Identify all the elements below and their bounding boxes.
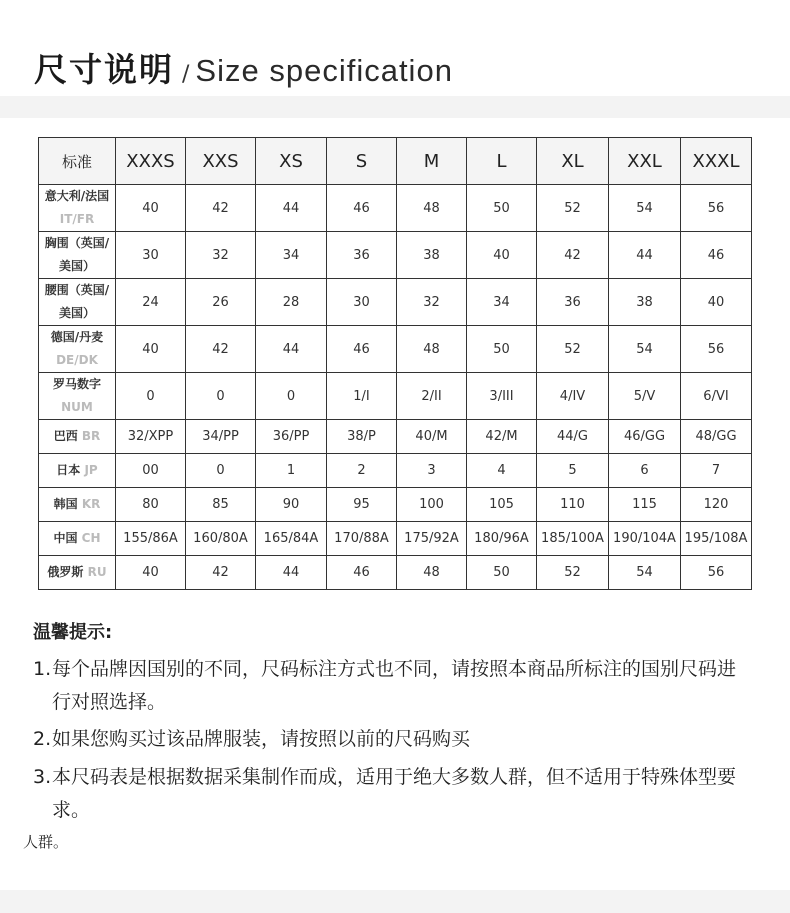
size-cell: 36: [327, 232, 397, 279]
table-row: [39, 279, 752, 326]
size-cell: 34/PP: [186, 420, 256, 454]
size-cell: 155/86A: [116, 522, 186, 556]
size-cell: 46/GG: [609, 420, 681, 454]
row-label-code: NUM: [61, 400, 93, 414]
size-cell: 3/III: [467, 373, 537, 420]
table-row: [39, 420, 752, 454]
row-label-code: RU: [87, 565, 107, 579]
row-label-code: JP: [84, 463, 98, 477]
row-label: [39, 454, 116, 488]
size-cell: 00: [116, 454, 186, 488]
header-size: M: [397, 138, 467, 185]
size-cell: 3: [397, 454, 467, 488]
table-row: [39, 232, 752, 279]
size-cell: 170/88A: [327, 522, 397, 556]
size-cell: 40: [467, 232, 537, 279]
size-cell: 40: [681, 279, 752, 326]
size-cell: 52: [537, 326, 609, 373]
size-cell: 42: [186, 326, 256, 373]
size-cell: 185/100A: [537, 522, 609, 556]
size-cell: 48: [397, 326, 467, 373]
size-cell: 32: [186, 232, 256, 279]
header-size: XXXS: [116, 138, 186, 185]
size-cell: 42: [186, 185, 256, 232]
tip-text: 如果您购买过该品牌服装，请按照以前的尺码购买: [52, 728, 471, 750]
size-cell: 56: [681, 556, 752, 590]
size-cell: 85: [186, 488, 256, 522]
size-cell: 42: [537, 232, 609, 279]
size-cell: 7: [681, 454, 752, 488]
header-size: L: [467, 138, 537, 185]
header-size: XXS: [186, 138, 256, 185]
size-chart-table: [38, 137, 752, 590]
size-cell: 52: [537, 185, 609, 232]
stray-text-fragment: 人群。: [23, 833, 69, 851]
size-cell: 95: [327, 488, 397, 522]
row-label: [39, 488, 116, 522]
header-size: XL: [537, 138, 609, 185]
row-label-code: BR: [81, 429, 101, 443]
size-cell: 46: [681, 232, 752, 279]
size-cell: 40: [116, 326, 186, 373]
size-cell: 36/PP: [256, 420, 327, 454]
size-cell: 36: [537, 279, 609, 326]
table-row: [39, 556, 752, 590]
size-cell: 180/96A: [467, 522, 537, 556]
row-label: [39, 373, 116, 420]
size-cell: 48: [397, 556, 467, 590]
size-cell: 56: [681, 185, 752, 232]
size-cell: 80: [116, 488, 186, 522]
tip-text: 每个品牌因国别的不同，尺码标注方式也不同，请按照本商品所标注的国别尺码进行对照选择。: [52, 658, 737, 713]
row-label: [39, 420, 116, 454]
size-cell: 44: [256, 326, 327, 373]
size-cell: 30: [327, 279, 397, 326]
size-cell: 2/II: [397, 373, 467, 420]
row-label-code: CH: [81, 531, 101, 545]
size-cell: 195/108A: [681, 522, 752, 556]
row-label: [39, 326, 116, 373]
row-label-text: 日本: [56, 463, 81, 477]
header-size: S: [327, 138, 397, 185]
size-cell: 38: [397, 232, 467, 279]
size-cell: 4: [467, 454, 537, 488]
tip-number: 3.: [33, 766, 52, 788]
title-english: Size specification: [195, 53, 453, 88]
row-label: [39, 556, 116, 590]
row-label: [39, 232, 116, 279]
header-standard: 标准: [39, 138, 116, 185]
size-cell: 115: [609, 488, 681, 522]
row-label: [39, 185, 116, 232]
tip-item: [33, 761, 753, 827]
bottom-divider-band: [0, 890, 790, 913]
size-cell: 44/G: [537, 420, 609, 454]
tip-number: 1.: [33, 658, 52, 680]
size-cell: 0: [256, 373, 327, 420]
size-cell: 30: [116, 232, 186, 279]
top-divider-band: [0, 96, 790, 118]
row-label-text: 俄罗斯: [47, 565, 84, 579]
size-cell: 1/I: [327, 373, 397, 420]
size-cell: 5: [537, 454, 609, 488]
row-label-text: 意大利/法国: [44, 189, 110, 203]
size-cell: 48: [397, 185, 467, 232]
table-row: [39, 373, 752, 420]
size-cell: 90: [256, 488, 327, 522]
size-cell: 160/80A: [186, 522, 256, 556]
size-cell: 28: [256, 279, 327, 326]
size-cell: 0: [186, 454, 256, 488]
table-row: [39, 185, 752, 232]
size-cell: 40/M: [397, 420, 467, 454]
size-cell: 46: [327, 326, 397, 373]
table-row: [39, 522, 752, 556]
size-cell: 34: [467, 279, 537, 326]
title-chinese: 尺寸说明: [34, 50, 174, 89]
size-cell: 40: [116, 185, 186, 232]
size-cell: 165/84A: [256, 522, 327, 556]
table-row: [39, 326, 752, 373]
header-size: XXL: [609, 138, 681, 185]
size-cell: 50: [467, 326, 537, 373]
size-cell: 50: [467, 556, 537, 590]
tip-text: 本尺码表是根据数据采集制作而成，适用于绝大多数人群，但不适用于特殊体型要求。: [52, 766, 737, 821]
size-cell: 48/GG: [681, 420, 752, 454]
size-cell: 5/V: [609, 373, 681, 420]
size-cell: 0: [116, 373, 186, 420]
table-row: [39, 488, 752, 522]
row-label-text: 腰围（英国/美国）: [44, 283, 110, 320]
table-row: [39, 454, 752, 488]
size-cell: 110: [537, 488, 609, 522]
size-cell: 54: [609, 185, 681, 232]
page-title: [34, 44, 453, 88]
size-cell: 46: [327, 185, 397, 232]
size-cell: 44: [609, 232, 681, 279]
row-label-text: 德国/丹麦: [50, 330, 104, 344]
size-cell: 120: [681, 488, 752, 522]
row-label-text: 巴西: [53, 429, 78, 443]
size-cell: 32/XPP: [116, 420, 186, 454]
size-cell: 1: [256, 454, 327, 488]
size-cell: 42: [186, 556, 256, 590]
size-cell: 38/P: [327, 420, 397, 454]
tip-item: [33, 653, 753, 719]
tip-item: [33, 723, 753, 756]
row-label: [39, 522, 116, 556]
size-cell: 105: [467, 488, 537, 522]
size-cell: 24: [116, 279, 186, 326]
size-cell: 54: [609, 556, 681, 590]
title-separator: /: [182, 62, 190, 87]
size-cell: 46: [327, 556, 397, 590]
size-cell: 34: [256, 232, 327, 279]
size-cell: 38: [609, 279, 681, 326]
row-label-code: DE/DK: [56, 353, 98, 367]
size-cell: 32: [397, 279, 467, 326]
size-cell: 6/VI: [681, 373, 752, 420]
header-size: XS: [256, 138, 327, 185]
row-label-text: 胸围（英国/美国）: [44, 236, 110, 273]
size-cell: 42/M: [467, 420, 537, 454]
size-header-row: [39, 138, 752, 185]
size-cell: 100: [397, 488, 467, 522]
row-label-code: IT/FR: [59, 212, 95, 226]
row-label-text: 中国: [53, 531, 78, 545]
size-cell: 56: [681, 326, 752, 373]
tips-heading: 温馨提示:: [33, 622, 113, 643]
row-label-text: 罗马数字: [52, 377, 101, 391]
size-cell: 54: [609, 326, 681, 373]
size-cell: 52: [537, 556, 609, 590]
row-label-text: 韩国: [53, 497, 78, 511]
size-cell: 40: [116, 556, 186, 590]
size-cell: 0: [186, 373, 256, 420]
size-cell: 44: [256, 185, 327, 232]
size-cell: 6: [609, 454, 681, 488]
size-cell: 2: [327, 454, 397, 488]
row-label: [39, 279, 116, 326]
header-size: XXXL: [681, 138, 752, 185]
size-cell: 44: [256, 556, 327, 590]
size-cell: 175/92A: [397, 522, 467, 556]
row-label-code: KR: [81, 497, 101, 511]
size-cell: 4/IV: [537, 373, 609, 420]
size-cell: 50: [467, 185, 537, 232]
size-cell: 190/104A: [609, 522, 681, 556]
tip-number: 2.: [33, 728, 52, 750]
size-cell: 26: [186, 279, 256, 326]
